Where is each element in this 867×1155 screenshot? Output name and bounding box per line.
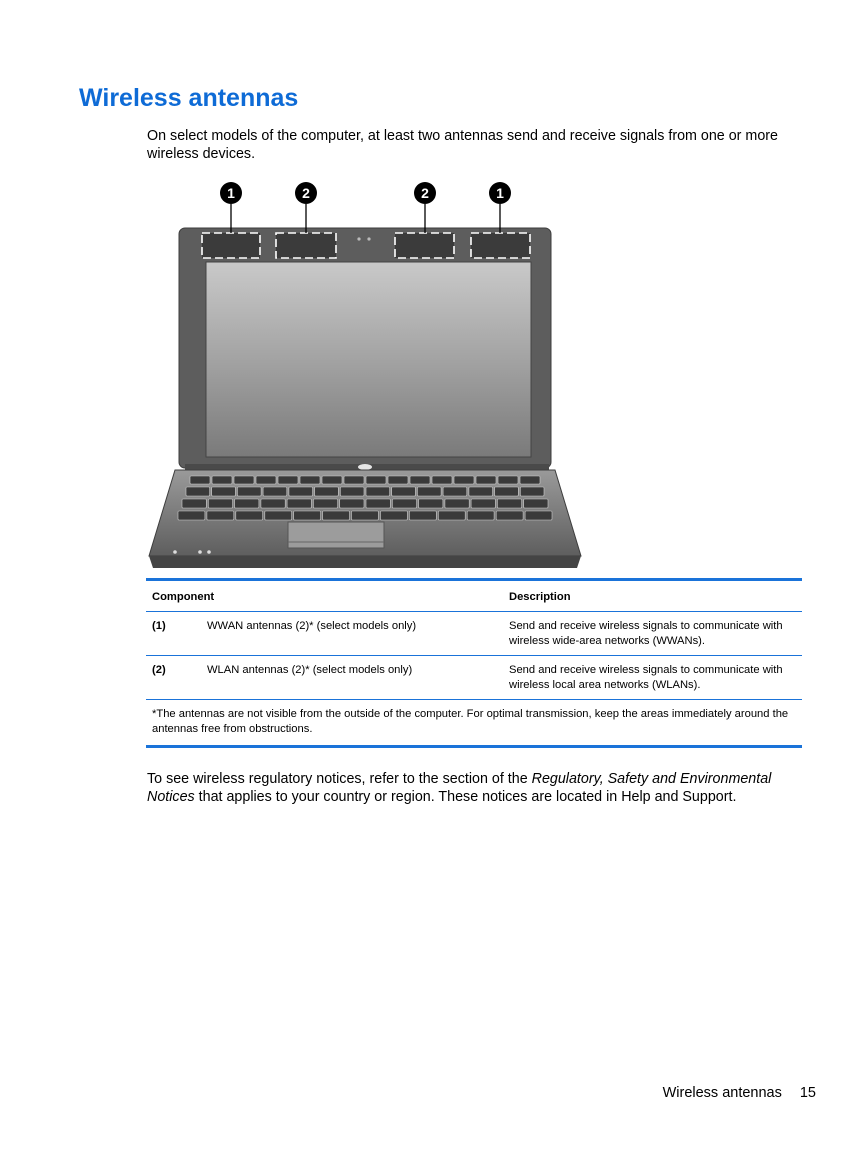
keyboard-key [443, 487, 467, 496]
keyboard-key [419, 499, 443, 508]
keyboard-key [190, 476, 210, 484]
keyboard-key [236, 511, 263, 520]
keyboard-key [410, 476, 430, 484]
row-description: Send and receive wireless signals to communicate with wireless wide-area networks (WWANs). [503, 612, 802, 656]
intro-paragraph: On select models of the computer, at least two antennas send and receive signals from one or more wireless devices. [147, 128, 778, 162]
keyboard-key [381, 511, 408, 520]
antenna-box-1-right [471, 233, 530, 258]
table-row [146, 656, 802, 700]
keyboard-key [454, 476, 474, 484]
callout-1-right [489, 182, 511, 204]
keyboard-key [263, 487, 287, 496]
keyboard-key [315, 487, 339, 496]
keyboard-key [178, 511, 205, 520]
keyboard-key [496, 511, 523, 520]
row-number: (2) [146, 656, 201, 700]
footer-section: Wireless antennas [662, 1085, 782, 1101]
svg-text:1: 1 [496, 185, 504, 201]
row-component: WWAN antennas (2)* (select models only) [201, 612, 503, 656]
keyboard-key [182, 499, 206, 508]
keyboard-key [366, 476, 386, 484]
svg-text:2: 2 [302, 185, 310, 201]
regulatory-paragraph: To see wireless regulatory notices, refer to the section of the Regulatory, Safety and Environmental Notices that applies to your country or region. These notices are located in Help and Support. [147, 771, 772, 805]
row-description: Send and receive wireless signals to communicate with wireless local area networks (WLANs). [503, 656, 802, 700]
keyboard-key [261, 499, 285, 508]
callout-2-left [295, 182, 317, 204]
antenna-box-2-right [395, 233, 454, 258]
keyboard-key [366, 499, 390, 508]
keyboard-key [289, 487, 313, 496]
keyboard-key [392, 487, 416, 496]
keyboard-key [495, 487, 519, 496]
keyboard-key [322, 476, 342, 484]
touchpad [288, 522, 384, 548]
callout-1-left [220, 182, 242, 204]
keyboard-key [340, 499, 364, 508]
keyboard-key [208, 499, 232, 508]
keyboard-key [313, 499, 337, 508]
keyboard-key [294, 511, 321, 520]
laptop-antenna-figure [145, 176, 585, 572]
keyboard-key [344, 476, 364, 484]
keyboard-key [471, 499, 495, 508]
keyboard-key [186, 487, 210, 496]
page-title: Wireless antennas [79, 84, 299, 112]
keyboard-key [352, 511, 379, 520]
keyboard-key [234, 476, 254, 484]
callout-2-right [414, 182, 436, 204]
keyboard-key [520, 487, 544, 496]
keyboard-key [525, 511, 552, 520]
keyboard-key [265, 511, 292, 520]
regulatory-doc-title: Regulatory, Safety and Environmental Notices [147, 771, 772, 805]
table-footnote: *The antennas are not visible from the outside of the computer. For optimal transmission, keep the areas immediately around the antennas free from obstructions. [152, 708, 789, 735]
keyboard-key [366, 487, 390, 496]
keyboard-key [207, 511, 234, 520]
keyboard-key [212, 487, 236, 496]
keyboard-key [212, 476, 232, 484]
keyboard-key [520, 476, 540, 484]
component-table [146, 578, 802, 748]
keyboard-key [445, 499, 469, 508]
page-number: 15 [799, 1085, 816, 1101]
table-footnote-row [146, 700, 802, 746]
table-row [146, 612, 802, 656]
keyboard-key [476, 476, 496, 484]
keyboard-key [287, 499, 311, 508]
row-component: WLAN antennas (2)* (select models only) [201, 656, 503, 700]
antenna-box-1-left [202, 233, 260, 258]
keyboard-key [467, 511, 494, 520]
keyboard-key [392, 499, 416, 508]
keyboard-key [278, 476, 298, 484]
keyboard-key [524, 499, 548, 508]
header-description: Description [503, 581, 802, 612]
keyboard-key [256, 476, 276, 484]
svg-text:1: 1 [227, 185, 235, 201]
antenna-box-2-left [276, 233, 336, 258]
keyboard-key [323, 511, 350, 520]
keyboard-key [497, 499, 521, 508]
page-footer [663, 1085, 816, 1101]
laptop-screen [206, 262, 531, 457]
keyboard-key [235, 499, 259, 508]
keyboard-key [388, 476, 408, 484]
keyboard-key [498, 476, 518, 484]
keyboard-key [409, 511, 436, 520]
keyboard-key [417, 487, 441, 496]
header-component: Component [146, 581, 503, 612]
keyboard-key [438, 511, 465, 520]
keyboard-key [432, 476, 452, 484]
row-number: (1) [146, 612, 201, 656]
keyboard-key [469, 487, 493, 496]
keyboard-key [340, 487, 364, 496]
svg-text:2: 2 [421, 185, 429, 201]
keyboard-key [237, 487, 261, 496]
keyboard-key [300, 476, 320, 484]
